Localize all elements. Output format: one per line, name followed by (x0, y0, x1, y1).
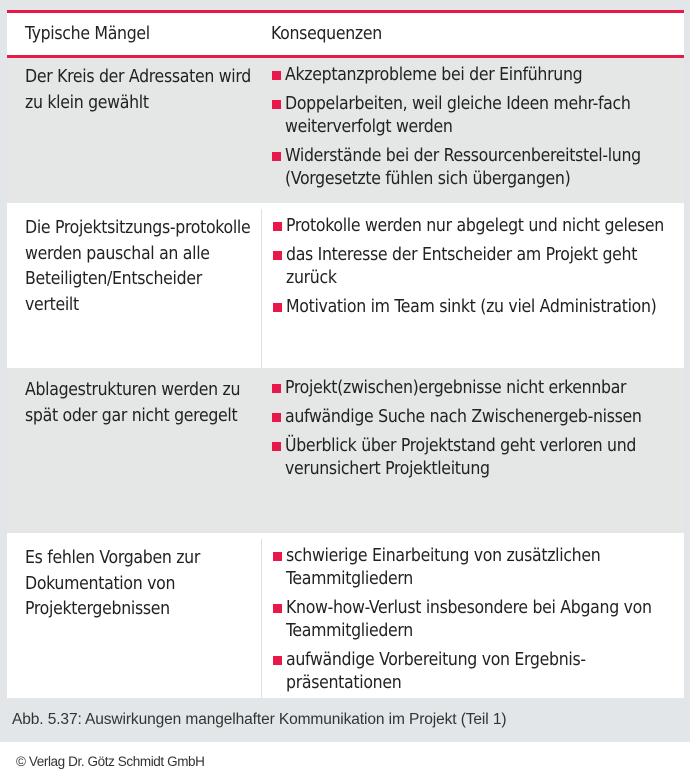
bullet-square-icon (273, 656, 282, 665)
bullet-square-icon (272, 413, 281, 422)
figure-caption: Abb. 5.37: Auswirkungen mangelhafter Kommunikation im Projekt (Teil 1) (12, 711, 507, 728)
defect-cell: Der Kreis der Adressaten wird zu klein gewählt (25, 67, 251, 113)
defect-cell: Ablagestrukturen werden zu spät oder gar nicht geregelt (25, 380, 241, 426)
header-defects: Typische Mängel (25, 24, 150, 44)
bullet-square-icon (273, 251, 282, 260)
bullet-square-icon (272, 100, 281, 109)
list-item: aufwändige Vorbereitung von Ergebnis-präsentationen (273, 649, 676, 695)
bullet-square-icon (272, 384, 281, 393)
consequence-cell (261, 371, 684, 533)
defect-cell: Die Projektsitzungs-protokolle werden pauschal an alle Beteiligten/Entscheider verteilt (25, 218, 251, 315)
list-item: aufwändige Suche nach Zwischenergeb-nissen (272, 406, 676, 429)
defect-cell: Es fehlen Vorgaben zur Dokumentation von Projektergebnissen (25, 548, 201, 619)
list-item: Protokolle werden nur abgelegt und nicht gelesen (273, 215, 676, 238)
list-item: Akzeptanzprobleme bei der Einführung (272, 64, 676, 87)
bullet-square-icon (273, 303, 282, 312)
table-row (7, 203, 684, 368)
list-item: Widerstände bei der Ressourcenbereitstel-lung (Vorgesetzte fühlen sich übergangen) (272, 145, 676, 191)
list-item: Motivation im Team sinkt (zu viel Administration) (273, 296, 676, 319)
table-row (7, 368, 684, 533)
list-item: Doppelarbeiten, weil gleiche Ideen mehr-fach weiterverfolgt werden (272, 93, 676, 139)
bullet-square-icon (273, 604, 282, 613)
header-consequences: Konsequenzen (271, 24, 382, 44)
bullet-square-icon (272, 152, 281, 161)
bullet-square-icon (272, 442, 281, 451)
list-item: Projekt(zwischen)ergebnisse nicht erkennbar (272, 377, 676, 400)
list-item: das Interesse der Entscheider am Projekt geht zurück (273, 244, 676, 290)
list-item: schwierige Einarbeitung von zusätzlichen Teammitgliedern (273, 545, 676, 591)
list-item: Know-how-Verlust insbesondere bei Abgang von Teammitgliedern (273, 597, 676, 643)
bullet-square-icon (273, 552, 282, 561)
consequence-cell (261, 209, 684, 368)
copyright-notice: © Verlag Dr. Götz Schmidt GmbH (16, 754, 205, 769)
table-row (7, 58, 684, 203)
deficiency-table (7, 10, 684, 698)
consequence-cell (261, 58, 684, 203)
bullet-square-icon (272, 71, 281, 80)
list-item: Überblick über Projektstand geht verloren und verunsichert Projektleitung (272, 435, 676, 481)
consequence-cell (261, 539, 684, 698)
table-row (7, 533, 684, 698)
bullet-square-icon (273, 222, 282, 231)
table-header (7, 13, 684, 55)
